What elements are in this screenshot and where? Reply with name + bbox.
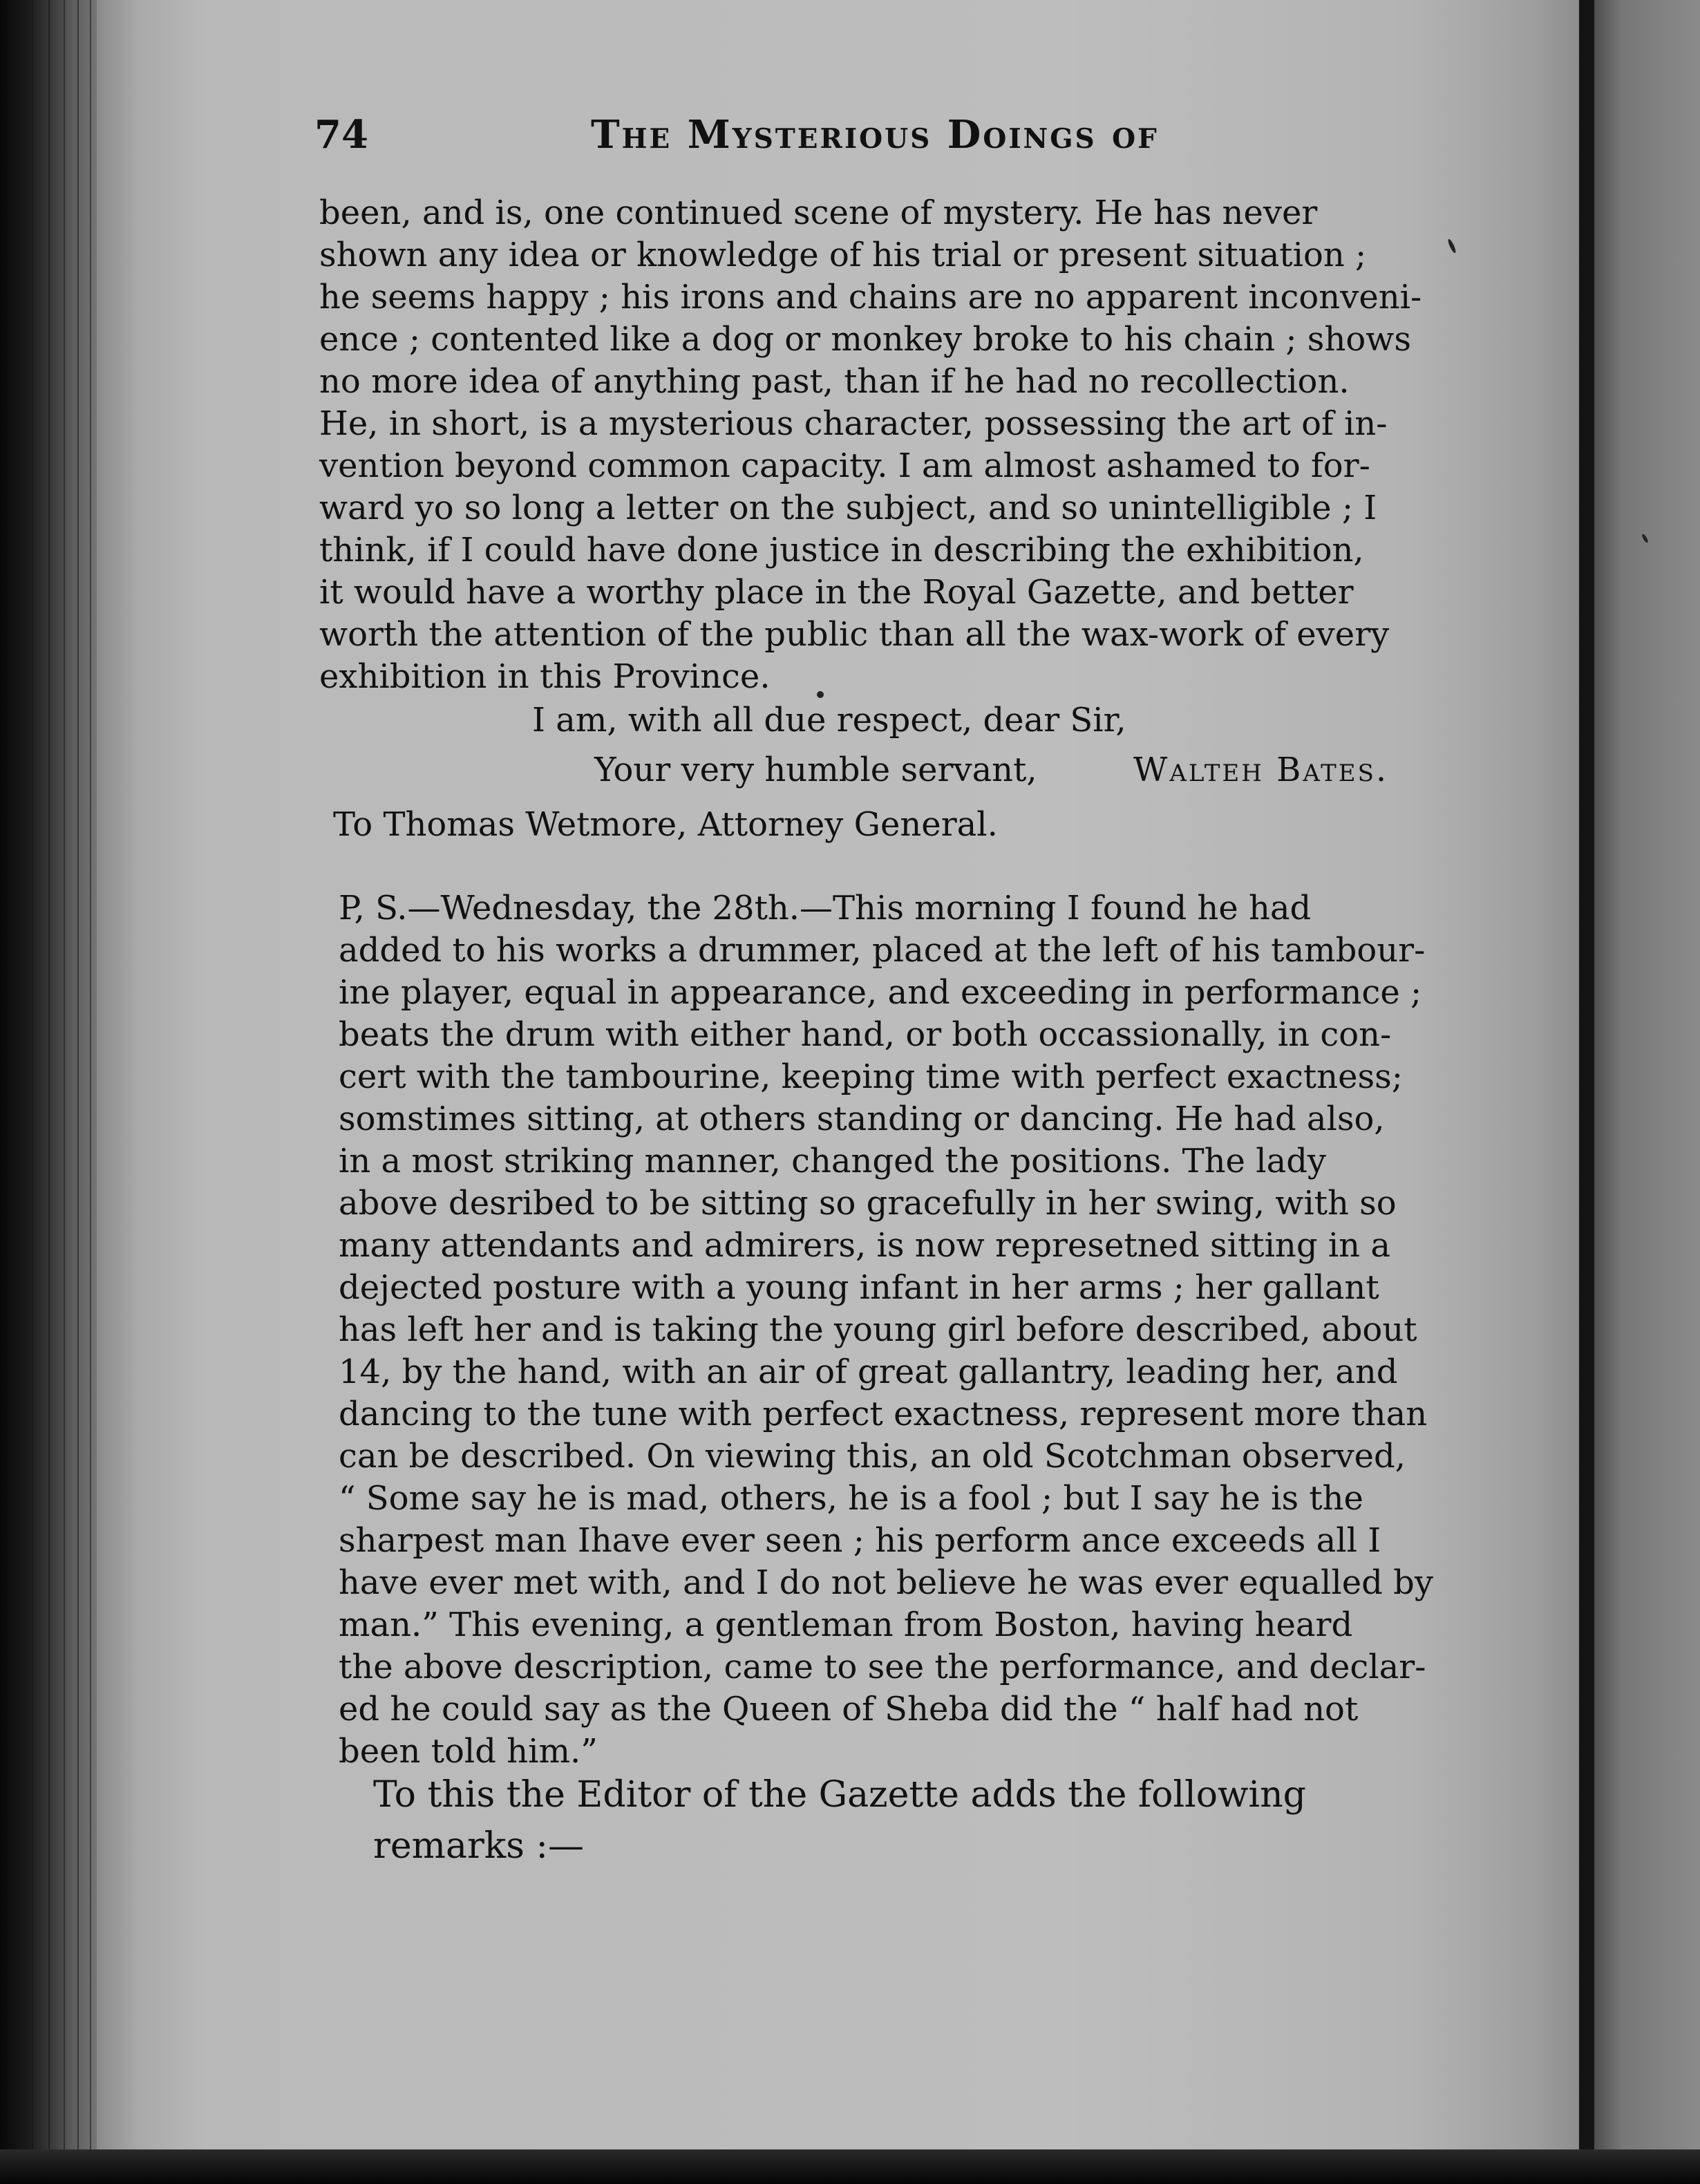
letter-paragraph	[319, 192, 1425, 698]
text-line: vention beyond common capacity. I am almost ashamed to for-	[319, 446, 1370, 485]
text-line: somstimes sitting, at others standing or dancing. He had also,	[339, 1100, 1385, 1138]
text-line: shown any idea or knowledge of his trial or present situation ;	[319, 236, 1367, 274]
letter-closing: I am, with all due respect, dear Sir,	[532, 701, 1126, 740]
text-line: it would have a worthy place in the Royal Gazette, and better	[319, 573, 1354, 612]
bottom-shadow	[0, 2149, 1700, 2184]
signatory-name: Walteh Bates.	[1133, 751, 1389, 789]
text-line: above desribed to be sitting so gracefully in her swing, with so	[339, 1184, 1397, 1223]
text-line: has left her and is taking the young girl before described, about	[339, 1310, 1417, 1349]
text-line: think, if I could have done justice in describing the exhibition,	[319, 531, 1364, 569]
text-line: remarks :—	[373, 1825, 585, 1867]
text-line: been told him.”	[339, 1732, 598, 1771]
text-line: ence ; contented like a dog or monkey broke to his chain ; shows	[319, 320, 1411, 359]
text-line: ine player, equal in appearance, and exceeding in performance ;	[339, 973, 1422, 1012]
text-line: 14, by the hand, with an air of great gallantry, leading her, and	[339, 1353, 1398, 1391]
text-line: “ Some say he is mad, others, he is a fool ; but I say he is the	[339, 1479, 1363, 1518]
text-line: exhibition in this Province.	[319, 657, 771, 696]
text-line: added to his works a drummer, placed at the left of his tambour-	[339, 931, 1426, 970]
text-line: dejected posture with a young infant in her arms ; her gallant	[339, 1268, 1379, 1307]
book-page-edges	[0, 0, 104, 2184]
text-line: He, in short, is a mysterious character, possessing the art of in-	[319, 404, 1388, 443]
text-line: many attendants and admirers, is now represetned sitting in a	[339, 1226, 1390, 1265]
running-title: The Mysterious Doings of	[591, 112, 1159, 158]
facing-page-edge	[1594, 0, 1700, 2184]
text-line: have ever met with, and I do not believe he was ever equalled by	[339, 1563, 1433, 1602]
text-line: worth the attention of the public than all the wax-work of every	[319, 615, 1390, 654]
text-line: ed he could say as the Queen of Sheba did the “ half had not	[339, 1690, 1359, 1729]
running-head	[314, 104, 1227, 166]
text-line: sharpest man Ihave ever seen ; his perform ance exceeds all I	[339, 1521, 1381, 1560]
page-number: 74	[314, 112, 368, 158]
text-line: P, S.—Wednesday, the 28th.—This morning I found he had	[339, 889, 1312, 928]
text-line: been, and is, one continued scene of mystery. He has never	[319, 194, 1318, 232]
editor-remarks-intro	[373, 1769, 1451, 1872]
scan-speck	[817, 691, 824, 698]
text-line: To this the Editor of the Gazette adds the following	[373, 1774, 1306, 1816]
text-line: he seems happy ; his irons and chains are no apparent inconveni-	[319, 278, 1422, 317]
text-line: can be described. On viewing this, an old Scotchman observed,	[339, 1437, 1406, 1476]
text-line: no more idea of anything past, than if he had no recollection.	[319, 362, 1350, 401]
text-line: dancing to the tune with perfect exactness, represent more than	[339, 1395, 1428, 1433]
text-line: man.” This evening, a gentleman from Boston, having heard	[339, 1606, 1353, 1644]
text-line: cert with the tambourine, keeping time with perfect exactness;	[339, 1057, 1403, 1096]
text-line: beats the drum with either hand, or both occassionally, in con-	[339, 1015, 1392, 1054]
letter-valediction: Your very humble servant,	[594, 751, 1037, 789]
text-line: ward yo so long a letter on the subject, and so unintelligible ; I	[319, 489, 1377, 527]
text-line: in a most striking manner, changed the positions. The lady	[339, 1142, 1327, 1180]
text-line: the above description, came to see the performance, and declar-	[339, 1648, 1426, 1686]
postscript-paragraph	[339, 887, 1458, 1773]
letter-addressee: To Thomas Wetmore, Attorney General.	[333, 805, 998, 844]
book-gutter	[1579, 0, 1594, 2184]
